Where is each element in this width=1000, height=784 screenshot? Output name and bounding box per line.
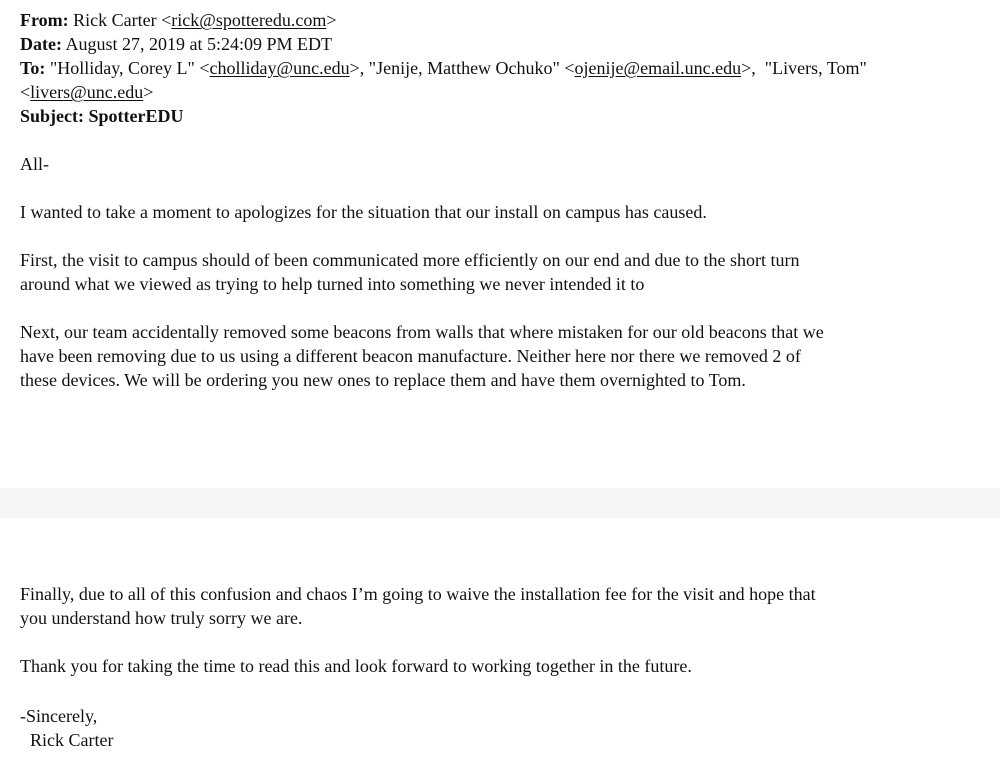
- to-recipient-name: "Livers, Tom": [764, 58, 867, 78]
- paragraph-line: around what we viewed as trying to help turned into something we never intended it to: [20, 274, 645, 294]
- to-recipient-email-link[interactable]: ojenije@email.unc.edu: [574, 58, 742, 78]
- to-recipient-name: "Holliday, Corey L": [49, 58, 195, 78]
- paragraph-first: [20, 248, 980, 296]
- to-label: To:: [20, 58, 46, 78]
- to-recipient-name: "Jenije, Matthew Ochuko": [368, 58, 560, 78]
- subject-line: [20, 104, 980, 128]
- to-line: To: "Holliday, Corey L" <cholliday@unc.edu>, "Jenije, Matthew Ochuko" <ojenije@email.unc.edu>, "Livers, Tom" <livers@unc.edu>: [20, 58, 867, 102]
- to-recipient-email-link[interactable]: cholliday@unc.edu: [209, 58, 350, 78]
- date-value: August 27, 2019 at 5:24:09 PM EDT: [65, 34, 333, 54]
- greeting: All-: [20, 154, 49, 174]
- from-email-link[interactable]: rick@spotteredu.com: [171, 10, 327, 30]
- signature-name: Rick Carter: [30, 730, 114, 750]
- paragraph-line: Finally, due to all of this confusion and chaos I’m going to waive the installation fee for the visit and hope that: [20, 584, 816, 604]
- paragraph-line: you understand how truly sorry we are.: [20, 608, 303, 628]
- subject-label: Subject:: [20, 106, 84, 126]
- from-line: From: Rick Carter <rick@spotteredu.com>: [20, 10, 337, 30]
- paragraph-apology: I wanted to take a moment to apologizes for the situation that our install on campus has caused.: [20, 202, 707, 222]
- paragraph-line: First, the visit to campus should of been communicated more efficiently on our end and due to the short turn: [20, 250, 800, 270]
- paragraph-line: Next, our team accidentally removed some beacons from walls that where mistaken for our old beacons that we: [20, 322, 824, 342]
- from-name: Rick Carter: [73, 10, 157, 30]
- date-line: [20, 32, 980, 56]
- paragraph-line: have been removing due to us using a different beacon manufacture. Neither here nor there we removed 2 of: [20, 346, 801, 366]
- paragraph-next: [20, 320, 980, 392]
- email-header: [20, 8, 980, 128]
- to-recipient-email-link[interactable]: livers@unc.edu: [30, 82, 144, 102]
- subject-value: SpotterEDU: [88, 106, 184, 126]
- signature-block: [20, 704, 980, 752]
- page-break-divider: [0, 488, 1000, 518]
- closing: -Sincerely,: [20, 706, 98, 726]
- from-label: From:: [20, 10, 69, 30]
- paragraph-thanks: Thank you for taking the time to read this and look forward to working together in the future.: [20, 656, 692, 676]
- paragraph-line: these devices. We will be ordering you new ones to replace them and have them overnighted to Tom.: [20, 370, 746, 390]
- date-label: Date:: [20, 34, 62, 54]
- paragraph-finally: [20, 582, 980, 630]
